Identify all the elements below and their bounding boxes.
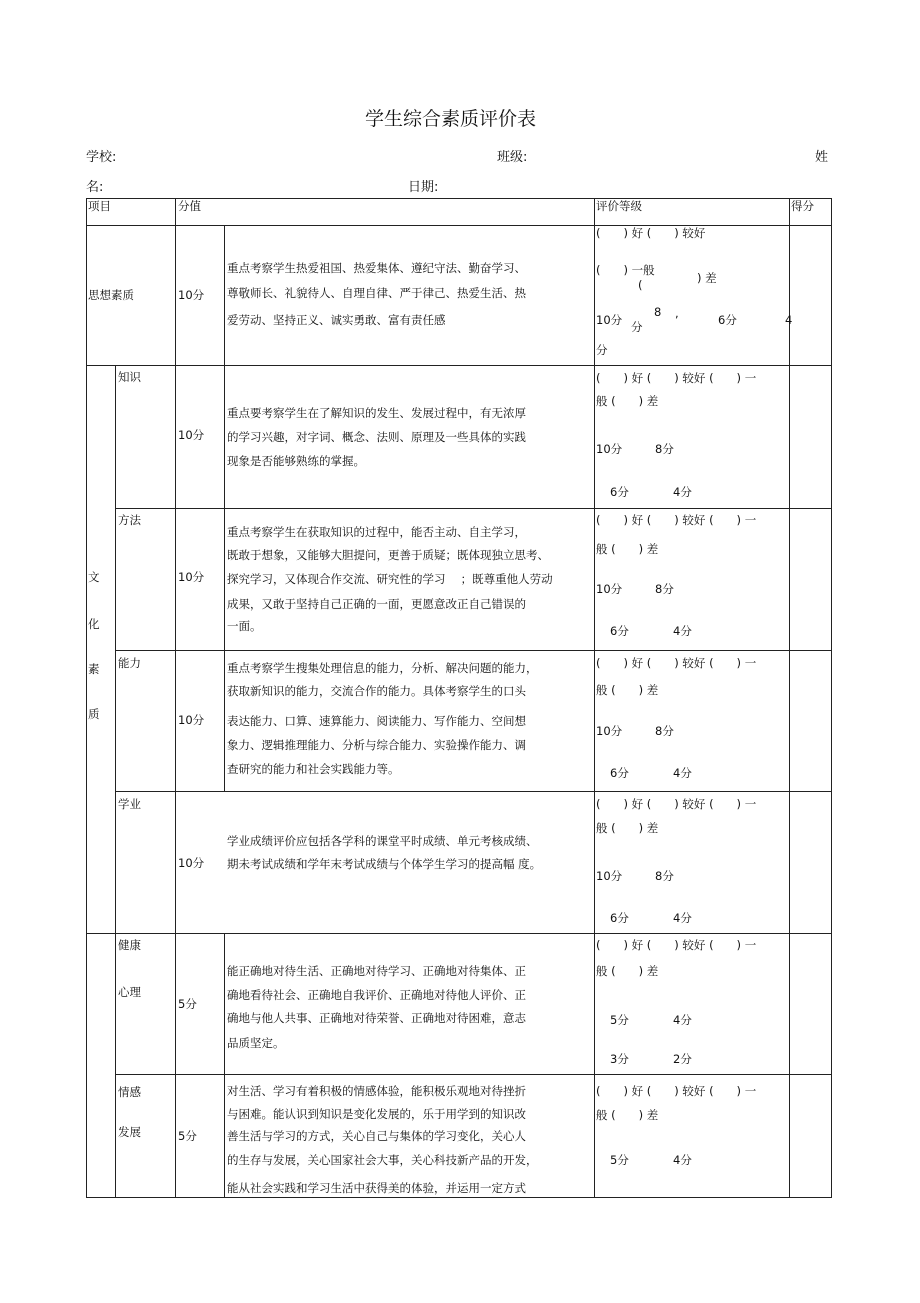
rating-options: ( ) 好 ( ) 较好 ( ) 一	[596, 371, 757, 385]
description-line: 现象是否能够熟练的掌握。	[227, 454, 365, 468]
score-value: 10分	[178, 713, 205, 727]
subitem-name: 能力	[118, 656, 141, 670]
group-char: 文	[88, 570, 100, 584]
description-line: 确地与他人共事、正确地对待荣誉、正确地对待困难，意志	[227, 1011, 526, 1025]
description-line: 成果，又敢于坚持自己正确的一面，更愿意改正自己错误的	[227, 597, 526, 611]
rating-score: 6分	[718, 313, 737, 327]
rating-comma: ,	[675, 306, 679, 320]
description-line: 重点考察学生热爱祖国、热爱集体、遵纪守法、勤奋学习、	[227, 261, 526, 275]
subitem-name: 心理	[118, 985, 141, 999]
description-line: 与困难。能认识到知识是变化发展的，乐于用学到的知识改	[227, 1107, 526, 1121]
rating-score: 4	[785, 313, 793, 327]
rating-options: 般 ( ) 差	[596, 394, 659, 408]
rating-score: 5分	[610, 1153, 629, 1167]
rating-options: 般 ( ) 差	[596, 542, 659, 556]
description-line: 尊敬师长、礼貌待人、自理自律、严于律己、热爱生活、热	[227, 286, 526, 300]
rating-score: 6分	[610, 485, 629, 499]
subitem-name: 发展	[118, 1125, 141, 1139]
rating-score: 3分	[610, 1052, 629, 1066]
name-label-part2: 名:	[86, 180, 104, 195]
rating-score: 8	[654, 305, 662, 319]
group-char: 素	[88, 662, 100, 676]
rating-options: ( ) 好 ( ) 较好 ( ) 一	[596, 938, 757, 952]
rating-option-poor: ) 差	[697, 271, 717, 285]
description-line: 的生存与发展，关心国家社会大事，关心科技新产品的开发，	[227, 1153, 538, 1167]
rating-paren: (	[638, 278, 643, 292]
header-score-value: 分值	[178, 199, 201, 213]
header-score: 得分	[791, 199, 814, 213]
rating-score: 10分	[596, 869, 623, 883]
rating-score: 10分	[596, 724, 623, 738]
rating-options: 般 ( ) 差	[596, 683, 659, 697]
class-label: 班级:	[497, 150, 528, 165]
description-line: 象力、逻辑推理能力、分析与综合能力、实验操作能力、调	[227, 738, 526, 752]
header-item: 项目	[88, 199, 111, 213]
score-value: 10分	[178, 428, 205, 442]
description-line: 爱劳动、坚持正义、诚实勇敢、富有责任感	[227, 313, 446, 327]
rating-score: 4分	[673, 485, 692, 499]
description-line: 品质坚定。	[227, 1036, 285, 1050]
school-label: 学校:	[86, 150, 117, 165]
score-value: 10分	[178, 856, 205, 870]
rating-score: 8分	[655, 724, 674, 738]
rating-score: 6分	[610, 624, 629, 638]
rating-options: ( ) 好 ( ) 较好	[596, 226, 706, 240]
rating-options: ( ) 一般	[596, 263, 655, 277]
description-line: 查研究的能力和社会实践能力等。	[227, 762, 400, 776]
rating-options: 般 ( ) 差	[596, 821, 659, 835]
description-line: 重点考察学生在获取知识的过程中，能否主动、自主学习，	[227, 525, 526, 539]
page-title: 学生综合素质评价表	[365, 108, 537, 130]
group-char: 化	[88, 617, 100, 631]
description-line: 的学习兴趣，对字词、概念、法则、原理及一些具体的实践	[227, 430, 526, 444]
description-line: 能从社会实践和学习生活中获得美的体验，并运用一定方式	[227, 1181, 526, 1195]
rating-score: 4分	[673, 624, 692, 638]
description-line: 重点考察学生搜集处理信息的能力，分析、解决问题的能力，	[227, 661, 538, 675]
rating-options: ( ) 好 ( ) 较好 ( ) 一	[596, 797, 757, 811]
rating-options: ( ) 好 ( ) 较好 ( ) 一	[596, 513, 757, 527]
rating-score: 分	[631, 320, 643, 334]
rating-score: 10分	[596, 442, 623, 456]
subitem-name: 情感	[118, 1085, 141, 1099]
rating-score: 8分	[655, 869, 674, 883]
rating-score: 4分	[673, 766, 692, 780]
category-label: 思想素质	[88, 288, 134, 302]
rating-score: 8分	[655, 582, 674, 596]
subitem-name: 知识	[118, 370, 141, 384]
description-line: 期未考试成绩和学年末考试成绩与个体学生学习的提高幅 度。	[227, 857, 542, 871]
rating-score: 4分	[673, 1153, 692, 1167]
rating-score: 4分	[673, 911, 692, 925]
rating-score: 6分	[610, 911, 629, 925]
score-value: 10分	[178, 570, 205, 584]
description-line: 能正确地对待生活、正确地对待学习、正确地对待集体、正	[227, 964, 526, 978]
subitem-name: 学业	[118, 797, 141, 811]
subitem-name: 健康	[118, 938, 141, 952]
rating-options: ( ) 好 ( ) 较好 ( ) 一	[596, 1084, 757, 1098]
description-line: 善生活与学习的方式，关心自己与集体的学习变化，关心人	[227, 1129, 526, 1143]
rating-score: 6分	[610, 766, 629, 780]
rating-score: 分	[596, 343, 608, 357]
rating-score: 2分	[673, 1052, 692, 1066]
description-line: 一面。	[227, 619, 262, 633]
rating-score: 8分	[655, 442, 674, 456]
rating-score: 4分	[673, 1013, 692, 1027]
rating-options: 般 ( ) 差	[596, 1108, 659, 1122]
score-value: 10分	[178, 288, 205, 302]
description-line: 确地看待社会、正确地自我评价、正确地对待他人评价、正	[227, 988, 526, 1002]
description-line: 重点要考察学生在了解知识的发生、发展过程中，有无浓厚	[227, 406, 526, 420]
score-value: 5分	[178, 997, 197, 1011]
date-label: 日期:	[408, 180, 439, 195]
rating-options: 般 ( ) 差	[596, 964, 659, 978]
rating-score: 10分	[596, 582, 623, 596]
rating-options: ( ) 好 ( ) 较好 ( ) 一	[596, 656, 757, 670]
description-line: 学业成绩评价应包括各学科的课堂平时成绩、单元考核成绩、	[227, 834, 538, 848]
group-char: 质	[88, 707, 100, 721]
name-label-part1: 姓	[815, 150, 829, 165]
description-line: 对生活、学习有着积极的情感体验，能积极乐观地对待挫折	[227, 1084, 526, 1098]
header-rating-level: 评价等级	[596, 199, 642, 213]
description-line: 表达能力、口算、速算能力、阅读能力、写作能力、空间想	[227, 714, 526, 728]
description-line: 探究学习，又体现合作交流、研究性的学习 ；既尊重他人劳动	[227, 572, 553, 586]
rating-score: 5分	[610, 1013, 629, 1027]
score-value: 5分	[178, 1129, 197, 1143]
description-line: 获取新知识的能力，交流合作的能力。具体考察学生的口头	[227, 684, 526, 698]
rating-score: 10分	[596, 313, 623, 327]
description-line: 既敢于想象，又能够大胆提问，更善于质疑；既体现独立思考、	[227, 548, 549, 562]
subitem-name: 方法	[118, 513, 141, 527]
